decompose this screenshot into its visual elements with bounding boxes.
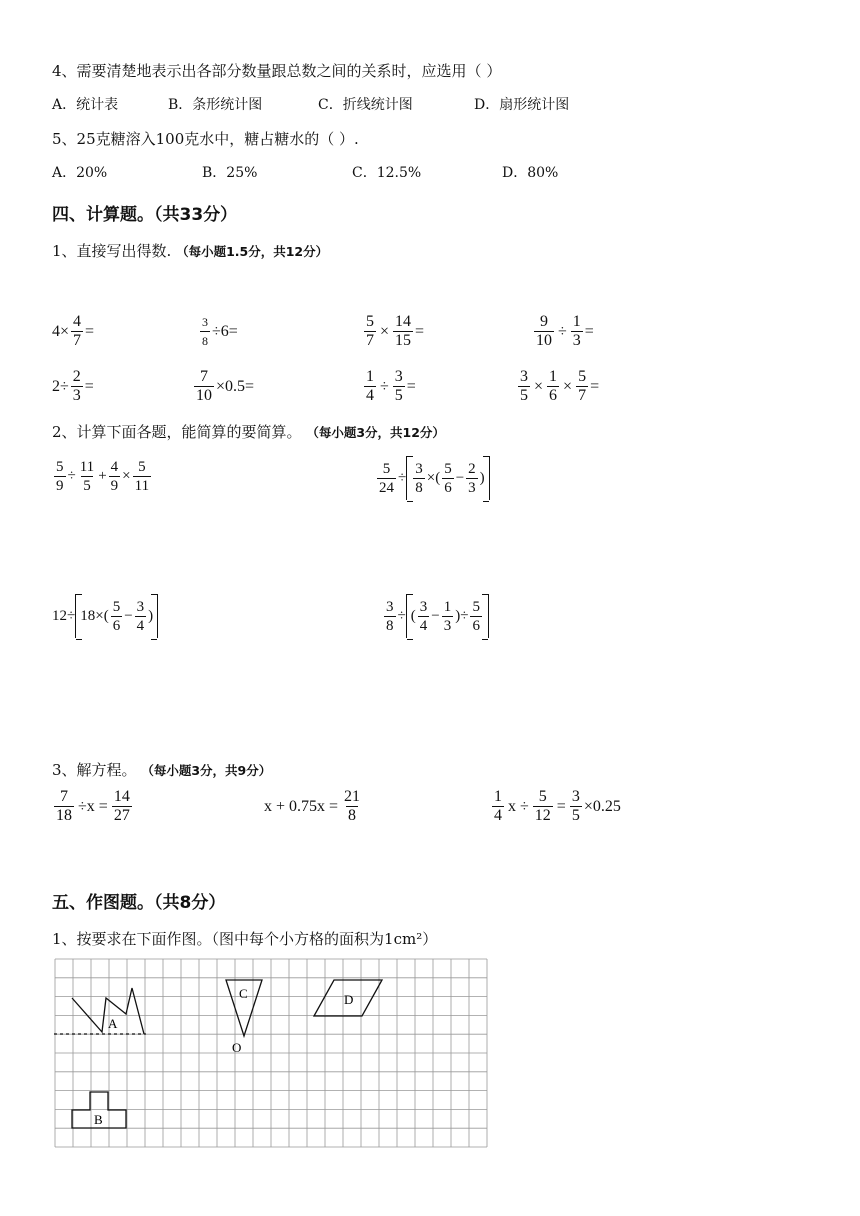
equation-2: x + 0.75x = $\frac{21}{8}$ [264, 788, 361, 824]
calc-r1c4: $\frac{9}{10}$ ÷ $\frac{1}{3}$ = [536, 313, 594, 349]
calc-r2c4: $\frac{3}{5}$ × $\frac{1}{6}$ × $\frac{5}{7}$ = [520, 368, 600, 404]
label-o: O [232, 1040, 242, 1055]
s4-part-1-label: 1、直接写出得数. [52, 242, 172, 260]
calc-r1c1: 4× $\frac{4}{7}$ = [52, 313, 95, 349]
q4-option-b: B．条形统计图 [168, 97, 263, 113]
q4-option-a: A．统计表 [52, 97, 119, 113]
label-d: D [344, 992, 354, 1007]
calc-simplify-4: $\frac{3}{8}$ ÷ ( 3 4 − $\frac{1}{3}$ )÷ $\frac{5}{6}$ [382, 594, 489, 638]
s4-part-3 [52, 759, 271, 780]
s4-part-2-note: （每小题3分，共12分） [306, 425, 445, 440]
grid-lines [55, 959, 487, 1147]
section-5-title: 五、作图题。（共8分） [52, 893, 226, 913]
s4-part-2-label: 2、计算下面各题，能简算的要简算。 [52, 423, 302, 441]
equation-3: 1 4 x ÷ $\frac{5}{12}$ = $\frac{3}{5}$ ×0.25 [494, 788, 621, 824]
calc-r2c1: 2÷ $\frac{2}{3}$ = [52, 368, 94, 404]
calc-r1c2: $\frac{3}{8}$ ÷6= [202, 315, 238, 348]
q5-option-c: C．12.5% [352, 165, 422, 181]
question-5: 5、25克糖溶入100克水中，糖占糖水的（ ）. [52, 130, 359, 148]
s4-part-2 [52, 421, 445, 442]
calc-simplify-2: $\frac{5}{24}$ ÷ $\frac{3}{8}$ ×( 5 6 − $\frac{2}{3}$ ) [375, 456, 490, 500]
question-4: 4、需要清楚地表示出各部分数量跟总数之间的关系时，应选用（ ） [52, 62, 502, 80]
section-4-title: 四、计算题。（共33分） [52, 205, 238, 225]
q4-option-c: C．折线统计图 [318, 97, 413, 113]
s5-part-1: 1、按要求在下面作图。（图中每个小方格的面积为1cm²） [52, 930, 438, 948]
label-b: B [94, 1112, 103, 1127]
calc-r2c3: $\frac{1}{4}$ ÷ $\frac{3}{5}$ = [366, 368, 416, 404]
equation-1: $\frac{7}{18}$ ÷x = $\frac{14}{27}$ [56, 788, 130, 824]
label-a: A [108, 1016, 118, 1031]
calc-r1c3: $\frac{5}{7}$ × $\frac{14}{15}$ = [366, 313, 425, 349]
s4-part-1 [52, 240, 328, 261]
s4-part-1-note: （每小题1.5分，共12分） [176, 244, 329, 259]
label-c: C [239, 986, 248, 1001]
q5-option-b: B．25% [202, 165, 258, 181]
q5-option-d: D．80% [502, 165, 559, 181]
calc-simplify-3: 12÷ 18×( 5 6 − $\frac{3}{4}$ ) [52, 594, 158, 638]
q5-option-a: A．20% [52, 165, 108, 181]
s4-part-3-label: 3、解方程。 [52, 761, 137, 779]
calc-r2c2: $\frac{7}{10}$ ×0.5= [196, 368, 255, 404]
s4-part-3-note: （每小题3分，共9分） [141, 763, 272, 778]
calc-simplify-1: $\frac{5}{9}$ ÷ $\frac{11}{5}$ + $\frac{4}{9}$ × $\frac{5}{11}$ [56, 459, 150, 494]
drawing-grid [54, 958, 490, 1148]
q4-option-d: D．扇形统计图 [474, 97, 570, 113]
